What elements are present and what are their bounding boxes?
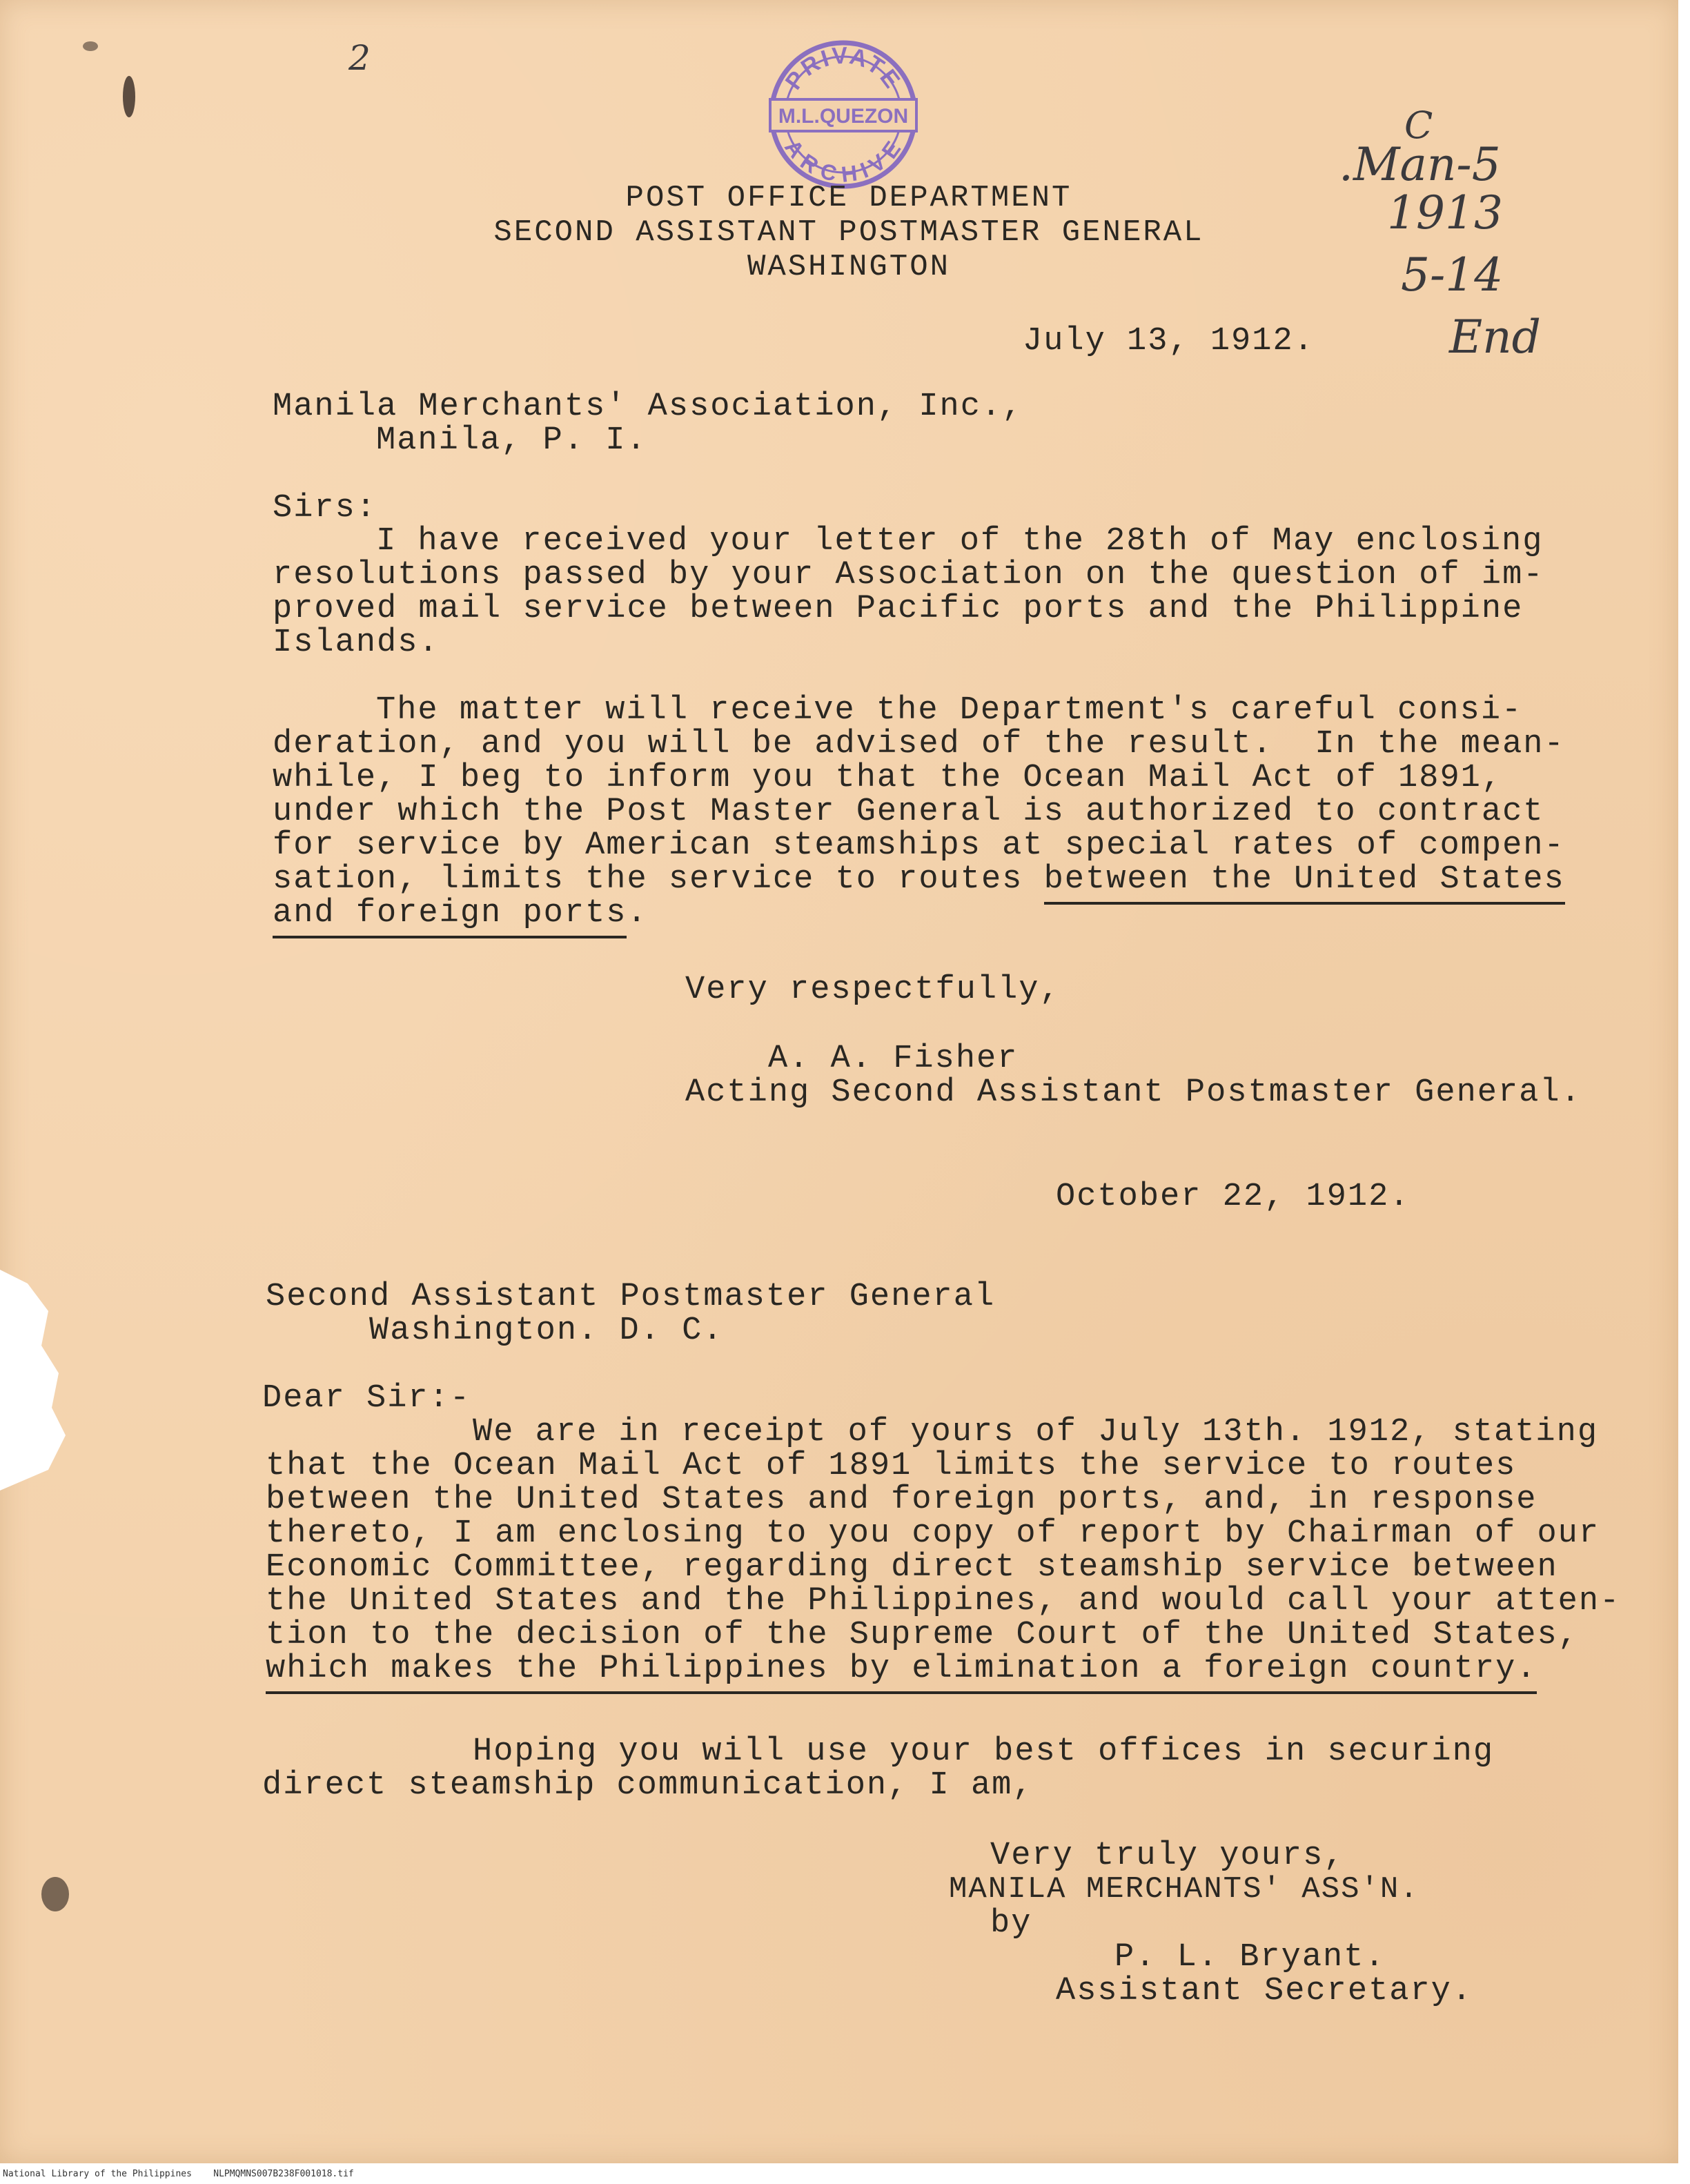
letter1-paragraph-line: for service by American steamships at special rates of compen- [273, 827, 1565, 864]
handwritten-note: C [1404, 104, 1433, 147]
letter1-salutation: Sirs: [273, 490, 377, 527]
letter2-paragraph-line [266, 1652, 1537, 1686]
handwritten-note: 1913 [1387, 186, 1503, 239]
handwritten-note: .Man-5 [1339, 138, 1501, 191]
torn-edge [0, 1270, 83, 1491]
stamp-middle-text: M.L.QUEZON [778, 105, 909, 128]
letter1-paragraph-line: proved mail service between Pacific ports and the Philippine [273, 591, 1524, 627]
handwritten-note: 5-14 [1401, 248, 1504, 302]
letter2-closing: Very truly yours, [990, 1838, 1345, 1874]
letterhead-line: POST OFFICE DEPARTMENT [625, 181, 1072, 215]
letter2-signer-name: P. L. Bryant. [1114, 1939, 1386, 1976]
letter2-paragraph-line: that the Ocean Mail Act of 1891 limits the service to routes [266, 1448, 1517, 1484]
letterhead-line: SECOND ASSISTANT POSTMASTER GENERAL [493, 215, 1204, 250]
letter2-organization: MANILA MERCHANTS' ASS'N. [949, 1872, 1419, 1907]
letter1-paragraph-line: deration, and you will be advised of the result. In the mean- [273, 726, 1565, 763]
ink-smudge [41, 1877, 69, 1911]
letter1-paragraph-line: while, I beg to inform you that the Ocean Mail Act of 1891, [273, 760, 1503, 796]
letter1-paragraph-line [273, 863, 1565, 896]
letter1-paragraph-line: resolutions passed by your Association on the question of im- [273, 557, 1544, 593]
letter1-text: sation, limits the service to routes [273, 861, 1044, 898]
letter1-signer-title: Acting Second Assistant Postmaster General. [685, 1074, 1582, 1111]
letter2-paragraph-line: the United States and the Philippines, and would call your atten- [266, 1583, 1621, 1620]
letter1-paragraph-line [273, 896, 648, 930]
letter1-paragraph-line: under which the Post Master General is authorized to contract [273, 794, 1544, 830]
letter2-addressee: Second Assistant Postmaster General [266, 1279, 996, 1315]
svg-text:PRIVATE [780, 43, 906, 95]
letter2-paragraph-line: between the United States and foreign ports, and, in response [266, 1482, 1537, 1518]
footer-file-id: NLPMQMNS007B238F001018.tif [213, 2169, 354, 2179]
svg-text:ARCHIVE [780, 135, 907, 187]
ink-smudge [83, 41, 98, 51]
letter1-paragraph-line: The matter will receive the Department's careful consi- [376, 692, 1523, 729]
letterhead-line: WASHINGTON [747, 250, 951, 284]
stamp-top-text: PRIVATE [780, 42, 907, 95]
letter2-date: October 22, 1912. [1056, 1179, 1411, 1215]
letter2-paragraph-line: Economic Committee, regarding direct steamship service between [266, 1549, 1558, 1586]
archive-footer [3, 2169, 354, 2179]
handwritten-note: End [1449, 311, 1541, 364]
letter2-by: by [990, 1905, 1032, 1942]
letter1-date: July 13, 1912. [1023, 323, 1315, 360]
letter1-paragraph-line: Islands. [273, 624, 440, 661]
letter2-signer-title: Assistant Secretary. [1056, 1973, 1473, 2009]
letter1-signer-name: A. A. Fisher [768, 1041, 1019, 1077]
underlined-phrase: between the United States [1044, 861, 1565, 905]
letter2-paragraph-line: tion to the decision of the Supreme Court of the United States, [266, 1617, 1579, 1653]
letter2-paragraph-line: thereto, I am enclosing to you copy of report by Chairman of our [266, 1515, 1600, 1552]
letter2-paragraph-line: direct steamship communication, I am, [262, 1767, 1034, 1804]
letter2-paragraph-line: Hoping you will use your best offices in securing [473, 1733, 1495, 1770]
underlined-phrase: which makes the Philippines by elimination a foreign country. [266, 1651, 1537, 1694]
handwritten-corner-mark: 2 [348, 38, 371, 78]
footer-source: National Library of the Philippines [3, 2169, 192, 2179]
stamp-bottom-text: ARCHIVE [780, 135, 907, 188]
letter1-text: . [627, 895, 648, 932]
ink-smudge [123, 76, 135, 117]
letter1-closing: Very respectfully, [685, 972, 1061, 1008]
letter1-paragraph-line: I have received your letter of the 28th of May enclosing [376, 523, 1544, 560]
letter2-salutation: Dear Sir:- [262, 1380, 471, 1417]
letter2-paragraph-line: We are in receipt of yours of July 13th. 1912, stating [473, 1414, 1599, 1450]
archive-stamp [765, 36, 922, 193]
underlined-phrase: and foreign ports [273, 895, 627, 938]
letter2-addressee: Washington. D. C. [369, 1312, 724, 1349]
letter1-addressee: Manila, P. I. [376, 422, 647, 459]
letter1-addressee: Manila Merchants' Association, Inc., [273, 388, 1023, 425]
